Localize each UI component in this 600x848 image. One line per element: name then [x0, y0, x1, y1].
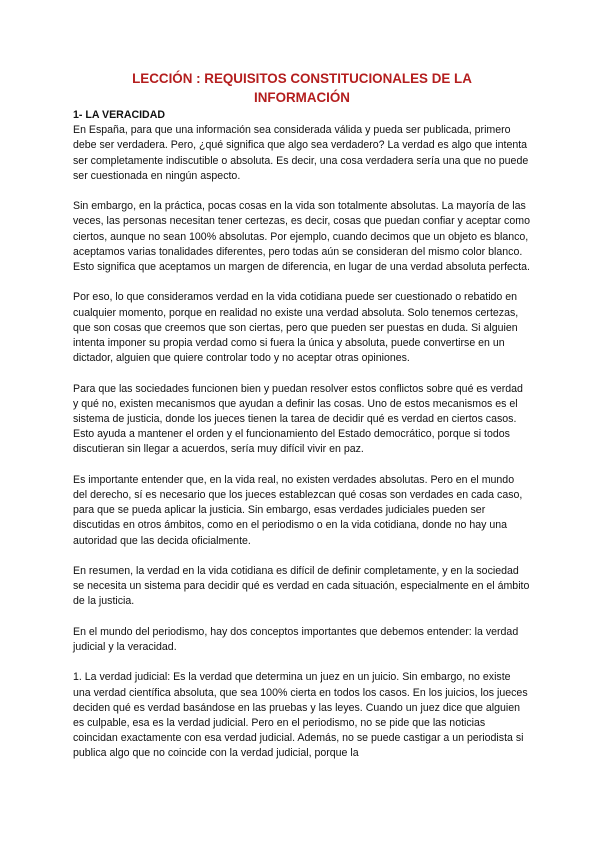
paragraph: 1. La verdad judicial: Es la verdad que determina un juez en un juicio. Sin embargo, no existe una verdad científica absoluta, que sea 100% cierta en todos los casos. En los juicios, los jueces deciden qué es verdad basándose en las pruebas y las leyes. Cuando un juez dice que alguien es culpable, esa es la verdad judicial. Pero en el periodismo, no se pide que las noticias coincidan exactamente con esa verdad judicial. Además, no se puede castigar a un periodista si publica algo que no coincide con la verdad judicial, porque la: [73, 671, 528, 760]
paragraph: Para que las sociedades funcionen bien y puedan resolver estos conflictos sobre qué es verdad y qué no, existen mecanismos que ayudan a definir las cosas. Uno de estos mecanismos es el sistema de justicia, donde los jueces tienen la tarea de decidir qué es verdad en ciertos casos. Esto ayuda a mantener el orden y el funcionamiento del Estado democrático, porque si todos discutieran sin llegar a acuerdos, sería muy difícil vivir en paz.: [73, 382, 523, 456]
section-heading: 1- LA VERACIDAD: [73, 109, 166, 121]
paragraph: Es importante entender que, en la vida real, no existen verdades absolutas. Pero en el mundo del derecho, sí es necesario que los jueces establezcan qué cosas son verdades en cada caso, para que se pueda aplicar la justicia. Sin embargo, esas verdades judiciales pueden ser discutidas en otros ámbitos, como en el periodismo o en la vida cotidiana, donde no hay una autoridad que las decida oficialmente.: [73, 473, 523, 547]
lesson-title: LECCIÓN : REQUISITOS CONSTITUCIONALES DE LA INFORMACIÓN: [132, 71, 472, 105]
paragraph: Por eso, lo que consideramos verdad en la vida cotidiana puede ser cuestionado o rebatido en cualquier momento, porque en realidad no existe una verdad absoluta. Solo tenemos certezas, que son cosas que creemos que son ciertas, pero que pueden ser puestas en duda. Si alguien intenta imponer su propia verdad como si fuera la única y absoluta, puede convertirse en un dictador, alguien que quiere controlar todo y no aceptar otras opiniones.: [73, 291, 519, 365]
paragraph: En el mundo del periodismo, hay dos conceptos importantes que debemos entender: la verdad judicial y la veracidad.: [73, 625, 519, 654]
paragraph: En España, para que una información sea considerada válida y pueda ser publicada, primero debe ser verdadera. Pero, ¿qué significa que algo sea verdadero? La verdad es algo que intenta ser completamente indiscutible o absoluta. Es decir, una cosa verdadera sería una que no puede ser cuestionada en ningún aspecto.: [73, 124, 529, 182]
paragraph: Sin embargo, en la práctica, pocas cosas en la vida son totalmente absolutas. La mayoría de las veces, las personas necesitan tener certezas, es decir, cosas que puedan confiar y aceptar como ciertos, aunque no sean 100% absolutas. Por ejemplo, cuando decimos que un objeto es blanco, aceptamos varias tonalidades diferentes, pero todas aún se consideran del mismo color blanco. Esto significa que aceptamos un margen de diferencia, en lugar de una verdad absoluta perfecta.: [73, 200, 531, 274]
paragraph: En resumen, la verdad en la vida cotidiana es difícil de definir completamente, y en la sociedad se necesita un sistema para decidir qué es verdad en cada situación, especialmente en el ámbito de la justicia.: [73, 565, 530, 608]
document-page: [73, 70, 531, 777]
